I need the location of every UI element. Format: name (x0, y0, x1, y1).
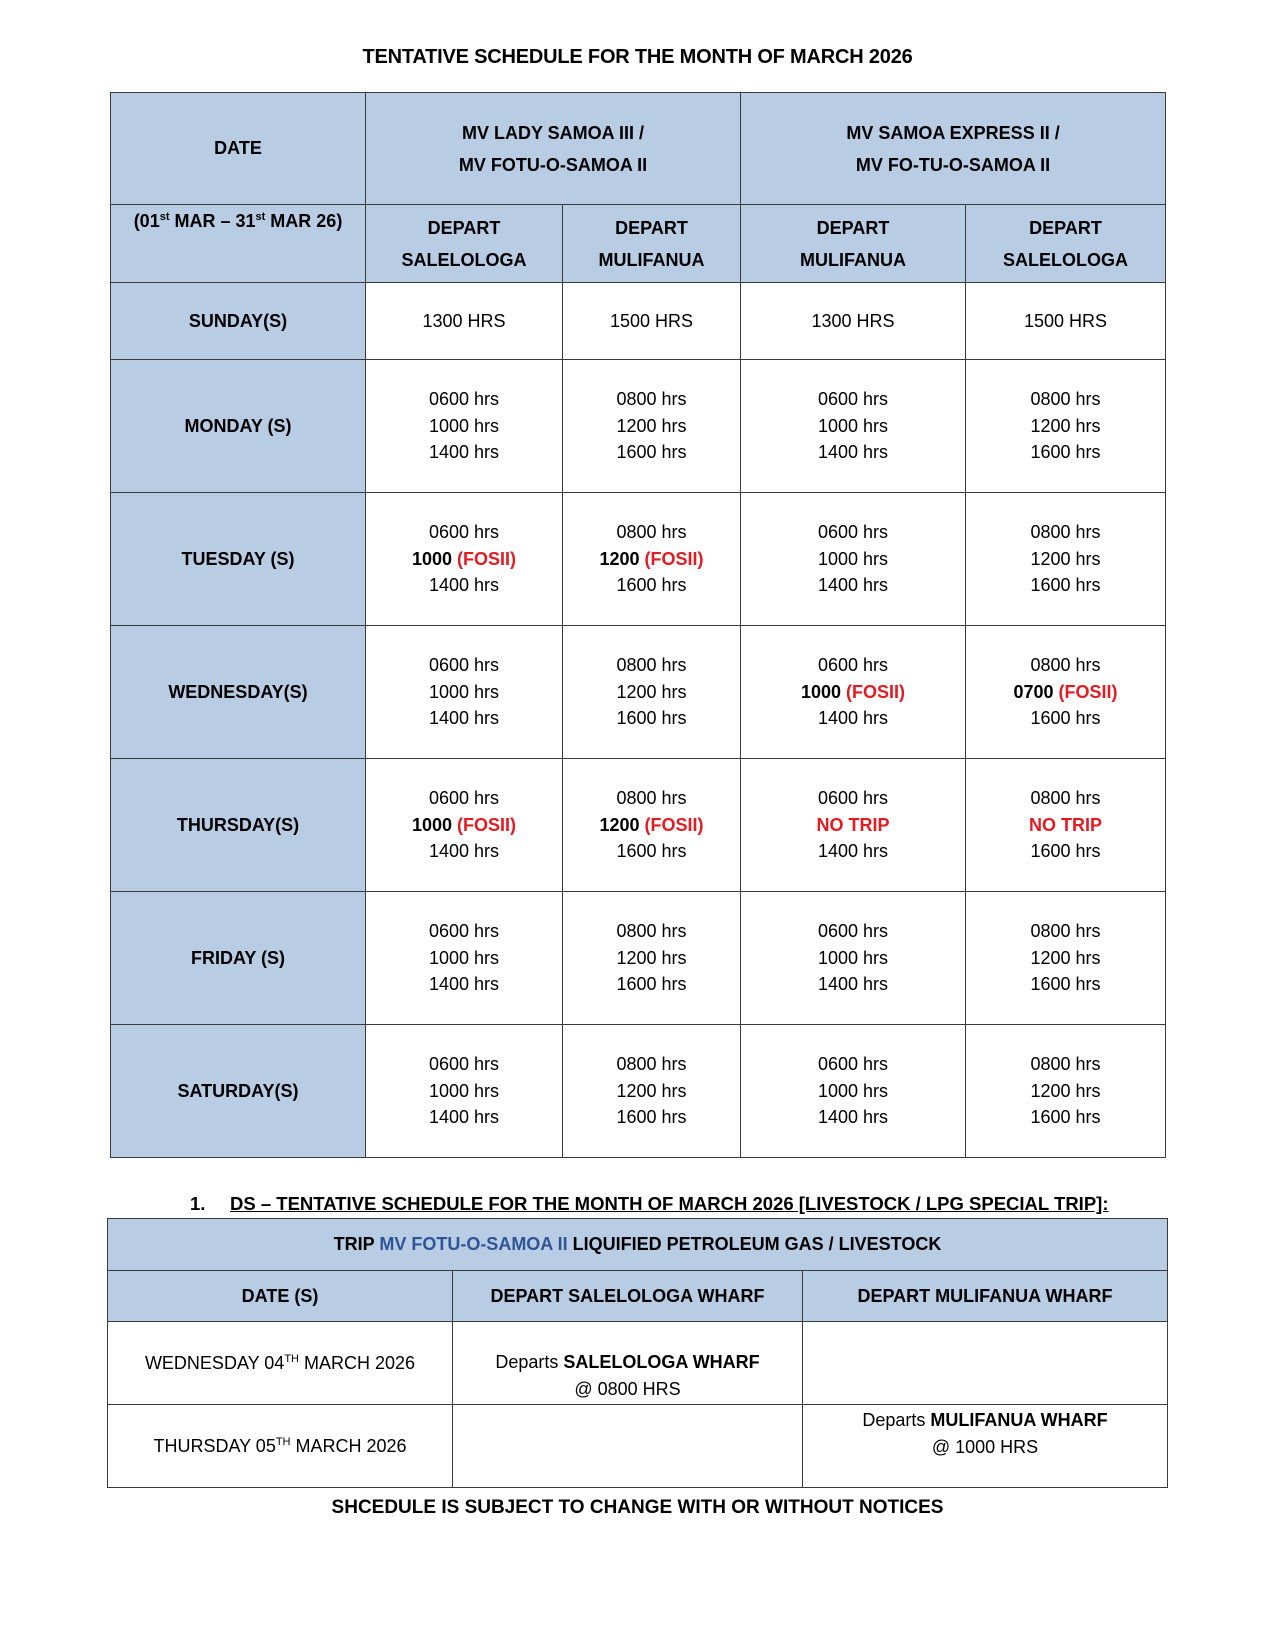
departure-time: 1600 hrs (616, 708, 687, 729)
departure-time: 1600 hrs (1030, 575, 1101, 596)
departure-time: 0800 hrs (1030, 921, 1101, 942)
departure-cell (366, 360, 563, 493)
departure-time: 0600 hrs (428, 655, 500, 676)
schedule-row (111, 360, 1166, 493)
departure-cell (741, 626, 966, 759)
departure-time: 0800 hrs (616, 1054, 687, 1075)
vessel-group-line: MV LADY SAMOA III / (462, 122, 645, 143)
departure-cell (563, 493, 741, 626)
departure-cell (741, 493, 966, 626)
departure-time: 1200 hrs (616, 415, 687, 436)
day-label: FRIDAY (S) (111, 892, 366, 1025)
departure-time: 1500 HRS (609, 310, 694, 331)
day-label: MONDAY (S) (111, 360, 366, 493)
departure-time: 1400 hrs (428, 442, 500, 463)
departure-time: 0800 hrs (1030, 788, 1101, 809)
schedule-row (111, 759, 1166, 892)
departure-time: 0600 hrs (428, 389, 500, 410)
departure-cell (741, 360, 966, 493)
special-column-header-row (108, 1271, 1168, 1322)
trip-date: WEDNESDAY 04TH MARCH 2026 (108, 1322, 453, 1405)
departure-time: 1600 hrs (1030, 1107, 1101, 1128)
departure-time: 0800 hrs (1030, 655, 1101, 676)
departure-time: 0600 hrs (428, 522, 500, 543)
departure-cell (966, 360, 1166, 493)
page-title: TENTATIVE SCHEDULE FOR THE MONTH OF MARCH 2026 (362, 46, 913, 68)
departure-cell (366, 759, 563, 892)
departure-cell (966, 1025, 1166, 1158)
direction-header-row (111, 205, 1166, 283)
schedule-row (111, 1025, 1166, 1158)
departure-time: 1000 hrs (428, 681, 500, 702)
departure-time: 1600 hrs (1030, 841, 1101, 862)
saleloga-departure (453, 1405, 803, 1488)
column-header: DEPART MULIFANUA WHARF (803, 1271, 1168, 1322)
departure-time: 1400 hrs (428, 575, 500, 596)
departure-time: 1400 hrs (817, 708, 889, 729)
day-label: WEDNESDAY(S) (111, 626, 366, 759)
column-header: DEPART SALELOLOGA WHARF (453, 1271, 803, 1322)
vessel-header-row (111, 93, 1166, 205)
day-label: SATURDAY(S) (111, 1025, 366, 1158)
departure-cell (563, 892, 741, 1025)
saleloga-departure: Departs SALELOLOGA WHARF @ 0800 HRS (453, 1322, 803, 1405)
day-label: TUESDAY (S) (111, 493, 366, 626)
departure-time: 1200 (FOSII) (599, 814, 704, 835)
departure-cell (366, 283, 563, 360)
departure-time: 1000 hrs (428, 947, 500, 968)
departure-time: 0700 (FOSII) (1013, 681, 1118, 702)
column-header: DEPART SALELOLOGA (366, 205, 563, 283)
vessel-group-header (366, 93, 741, 205)
departure-time: 1000 hrs (817, 415, 889, 436)
departure-time: 0600 hrs (817, 389, 889, 410)
departure-time (741, 812, 965, 839)
vessel-group-line: MV SAMOA EXPRESS II / (846, 122, 1060, 143)
schedule-table (110, 92, 1166, 1158)
departure-cell (966, 759, 1166, 892)
vessel-note: (FOSII) (644, 548, 704, 569)
vessel-note: (FOSII) (1058, 681, 1118, 702)
departure-cell (966, 626, 1166, 759)
section-heading-text: DS – TENTATIVE SCHEDULE FOR THE MONTH OF MARCH 2026 [LIVESTOCK / LPG SPECIAL TRIP]: (230, 1193, 1109, 1214)
date-range: (01st MAR – 31st MAR 26) (111, 205, 366, 283)
no-trip-label: NO TRIP (816, 814, 890, 835)
departure-time: 1600 hrs (616, 442, 687, 463)
departure-cell (741, 283, 966, 360)
departure-time: 1000 (FOSII) (411, 548, 517, 569)
trip-header: TRIP MV FOTU-O-SAMOA II LIQUIFIED PETROLEUM GAS / LIVESTOCK (108, 1219, 1168, 1271)
departure-time: 0600 hrs (428, 1054, 500, 1075)
departure-time: 1200 hrs (616, 681, 687, 702)
special-trip-heading (190, 1193, 1108, 1215)
departure-time: 1400 hrs (428, 974, 500, 995)
departure-time: 1600 hrs (616, 575, 687, 596)
departure-time: 1400 hrs (817, 442, 889, 463)
departure-time: 1200 hrs (1030, 947, 1101, 968)
departure-time: 1400 hrs (817, 575, 889, 596)
vessel-note: (FOSII) (846, 681, 906, 702)
departure-time: 1300 HRS (811, 310, 895, 331)
departure-time: 1200 hrs (1030, 548, 1101, 569)
departure-time: 1600 hrs (616, 974, 687, 995)
departure-time: 1400 hrs (428, 708, 500, 729)
disclaimer-footer: SHCEDULE IS SUBJECT TO CHANGE WITH OR WITHOUT NOTICES (331, 1497, 944, 1518)
departure-time: 0600 hrs (428, 788, 500, 809)
departure-time: 0600 hrs (817, 788, 889, 809)
mulifanua-departure (803, 1322, 1168, 1405)
schedule-row (111, 626, 1166, 759)
departure-time: 0600 hrs (817, 655, 889, 676)
column-header: DATE (S) (108, 1271, 453, 1322)
departure-time: 1200 hrs (616, 947, 687, 968)
vessel-note: (FOSII) (644, 814, 704, 835)
vessel-name: MV FOTU-O-SAMOA II (379, 1234, 568, 1254)
vessel-group-header (741, 93, 1166, 205)
departure-time: 1000 hrs (428, 1080, 500, 1101)
departure-cell (563, 626, 741, 759)
departure-cell (366, 892, 563, 1025)
day-label: THURSDAY(S) (111, 759, 366, 892)
departure-cell (966, 892, 1166, 1025)
schedule-row (111, 283, 1166, 360)
departure-time: 1000 hrs (817, 548, 889, 569)
departure-cell (563, 1025, 741, 1158)
departure-time: 0600 hrs (817, 921, 889, 942)
departure-time: 0600 hrs (817, 1054, 889, 1075)
mulifanua-departure: Departs MULIFANUA WHARF @ 1000 HRS (803, 1405, 1168, 1488)
day-label: SUNDAY(S) (111, 283, 366, 360)
departure-time: 1600 hrs (1030, 974, 1101, 995)
schedule-row (111, 493, 1166, 626)
special-trip-table (107, 1218, 1168, 1488)
special-trip-row (108, 1322, 1168, 1405)
departure-time: 1200 (FOSII) (599, 548, 704, 569)
departure-cell (563, 360, 741, 493)
departure-cell (366, 1025, 563, 1158)
column-header: DEPART SALELOLOGA (966, 205, 1166, 283)
vessel-group-line: MV FOTU-O-SAMOA II (458, 154, 648, 175)
departure-time: 1000 hrs (817, 1080, 889, 1101)
departure-time: 1600 hrs (1030, 708, 1101, 729)
departure-time (966, 812, 1165, 839)
departure-time: 1000 hrs (817, 947, 889, 968)
departure-time: 0800 hrs (616, 522, 687, 543)
section-number: 1. (190, 1193, 206, 1214)
departure-time: 1200 hrs (616, 1080, 687, 1101)
departure-cell (741, 759, 966, 892)
departure-cell (366, 493, 563, 626)
departure-time: 1600 hrs (1030, 442, 1101, 463)
departure-time: 1300 HRS (422, 310, 506, 331)
departure-time: 1600 hrs (616, 1107, 687, 1128)
vessel-note: (FOSII) (457, 548, 517, 569)
column-header: DEPART MULIFANUA (563, 205, 741, 283)
departure-time: 0800 hrs (1030, 522, 1101, 543)
departure-time: 1400 hrs (428, 1107, 500, 1128)
date-header (111, 93, 366, 205)
trip-header-row (108, 1219, 1168, 1271)
departure-cell (966, 283, 1166, 360)
departure-time: 1000 (FOSII) (411, 814, 517, 835)
departure-time: 0800 hrs (616, 389, 687, 410)
departure-time: 1200 hrs (1030, 415, 1101, 436)
departure-cell (366, 626, 563, 759)
departure-time: 0600 hrs (428, 921, 500, 942)
vessel-note: (FOSII) (457, 814, 517, 835)
departure-time: 1000 hrs (428, 415, 500, 436)
departure-time: 1500 HRS (1023, 310, 1108, 331)
departure-cell (563, 759, 741, 892)
departure-cell (741, 1025, 966, 1158)
departure-cell (966, 493, 1166, 626)
trip-date: THURSDAY 05TH MARCH 2026 (108, 1405, 453, 1488)
departure-cell (741, 892, 966, 1025)
departure-time: 0800 hrs (616, 788, 687, 809)
departure-time: 0800 hrs (1030, 389, 1101, 410)
departure-time: 1400 hrs (428, 841, 500, 862)
schedule-row (111, 892, 1166, 1025)
column-header: DEPART MULIFANUA (741, 205, 966, 283)
departure-time: 0600 hrs (817, 522, 889, 543)
vessel-group-line: MV FO-TU-O-SAMOA II (855, 154, 1051, 175)
departure-time: 0800 hrs (1030, 1054, 1101, 1075)
departure-time: 1400 hrs (817, 1107, 889, 1128)
departure-cell (563, 283, 741, 360)
date-header-label: DATE (214, 138, 262, 158)
departure-time: 1000 (FOSII) (800, 681, 906, 702)
departure-time: 0800 hrs (616, 655, 687, 676)
special-trip-row (108, 1405, 1168, 1488)
departure-time: 0800 hrs (616, 921, 687, 942)
no-trip-label: NO TRIP (1029, 814, 1103, 835)
departure-time: 1400 hrs (817, 974, 889, 995)
departure-time: 1200 hrs (1030, 1080, 1101, 1101)
departure-time: 1600 hrs (616, 841, 687, 862)
departure-time: 1400 hrs (817, 841, 889, 862)
